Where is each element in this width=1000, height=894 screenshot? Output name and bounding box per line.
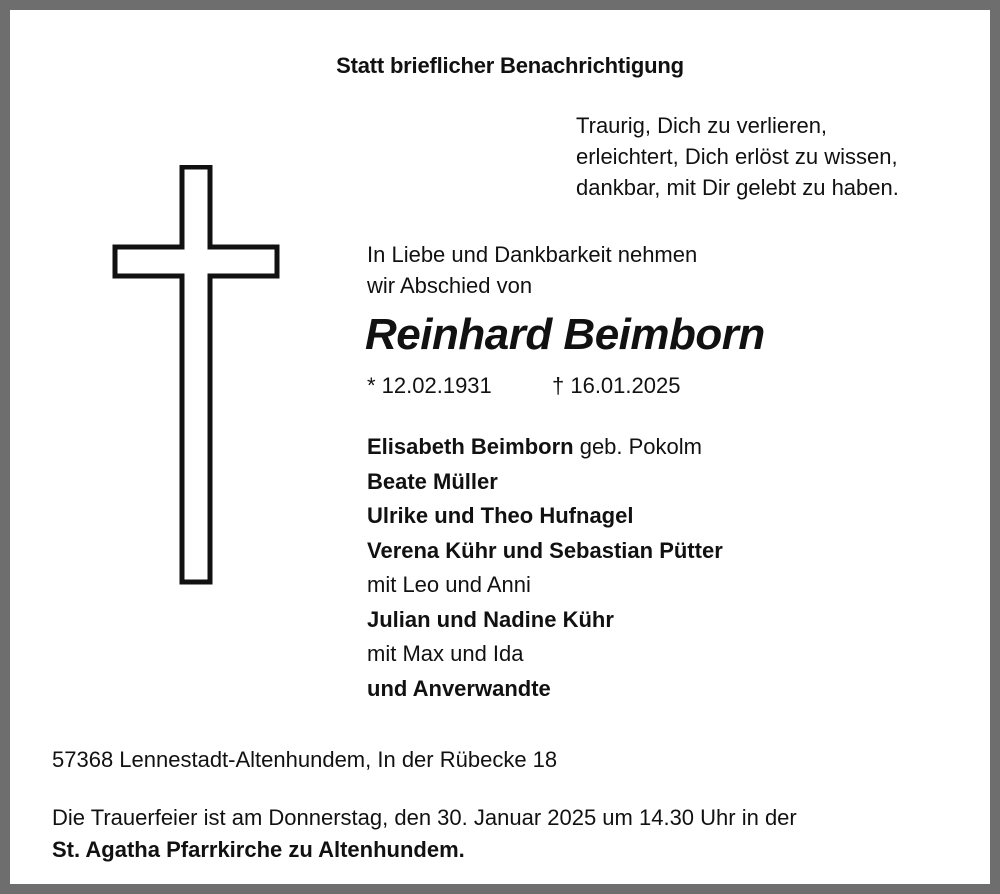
birth-date: * 12.02.1931 (367, 373, 492, 398)
death-date: † 16.01.2025 (552, 373, 681, 398)
intro-line: wir Abschied von (367, 273, 533, 298)
service-line: Die Trauerfeier ist am Donnerstag, den 30. Januar 2025 um 14.30 Uhr in der (52, 805, 797, 830)
mourners-list (367, 430, 723, 706)
poem-line: erleichtert, Dich erlöst zu wissen, (576, 144, 898, 169)
mourner-line: Beate Müller (367, 468, 498, 494)
mourner-line: mit Leo und Anni (367, 572, 531, 597)
poem (576, 110, 899, 203)
poem-line: dankbar, mit Dir gelebt zu haben. (576, 175, 899, 200)
deceased-name: Reinhard Beimborn (365, 310, 765, 359)
mourner-name: Elisabeth Beimborn (367, 434, 574, 459)
address: 57368 Lennestadt-Altenhundem, In der Rübecke 18 (52, 747, 558, 772)
service-info (52, 802, 797, 866)
intro-text (367, 239, 697, 301)
mourner-line: Ulrike und Theo Hufnagel (367, 503, 634, 528)
cross-icon (112, 165, 280, 585)
header-text: Statt brieflicher Benachrichtigung (336, 53, 684, 78)
life-dates (367, 373, 681, 399)
mourner-line: mit Max und Ida (367, 641, 524, 666)
service-location: St. Agatha Pfarrkirche zu Altenhundem. (52, 837, 465, 862)
mourner-line (367, 430, 723, 465)
maiden-name: geb. Pokolm (573, 434, 702, 459)
mourner-line: Verena Kühr und Sebastian Pütter (367, 537, 723, 563)
mourner-line: Julian und Nadine Kühr (367, 606, 614, 632)
intro-line: In Liebe und Dankbarkeit nehmen (367, 242, 698, 267)
mourner-line: und Anverwandte (367, 675, 551, 701)
poem-line: Traurig, Dich zu verlieren, (576, 113, 828, 138)
